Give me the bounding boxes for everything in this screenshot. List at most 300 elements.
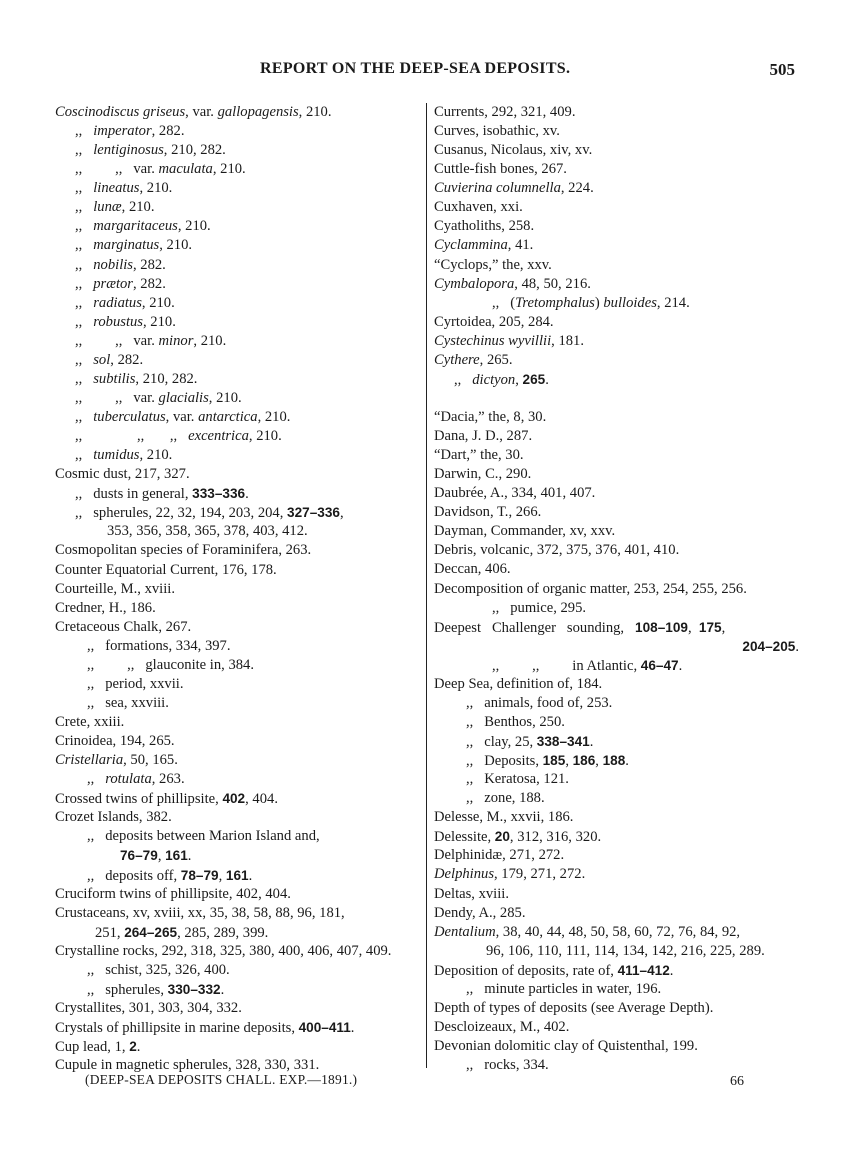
entry-text: . xyxy=(545,371,549,388)
entry-text: ,, xyxy=(75,447,94,464)
entry-text: , 404. xyxy=(245,791,278,808)
index-entry xyxy=(55,618,423,637)
index-entry xyxy=(434,541,799,560)
entry-text: , xyxy=(595,753,603,770)
entry-text: , 263. xyxy=(151,771,185,788)
index-entry xyxy=(434,694,799,713)
entry-text: ) xyxy=(594,294,604,311)
index-entry xyxy=(55,103,423,122)
entry-text: ,, animals, food of, 253. xyxy=(466,694,613,711)
entry-text: ,, Keratosa, 121. xyxy=(466,771,569,788)
italic-term: gallopagensis xyxy=(217,104,299,120)
signature-mark: 66 xyxy=(730,1074,744,1089)
entry-text: , 38, 40, 44, 48, 50, 58, 60, 72, 76, 84, 92, xyxy=(495,923,741,940)
index-entry xyxy=(434,560,799,579)
index-entry xyxy=(55,694,423,713)
entry-text: ,, ,, in Atlantic, xyxy=(492,657,641,674)
italic-term: rotulata xyxy=(105,771,152,788)
bold-page-ref: 188 xyxy=(602,753,626,769)
entry-text: , 48, 50, 216. xyxy=(514,275,591,292)
index-entry xyxy=(434,656,799,675)
page-number: 505 xyxy=(769,60,795,79)
entry-text: , 210. xyxy=(139,447,173,464)
index-entry xyxy=(55,713,423,732)
italic-term: Cyclammina xyxy=(434,237,508,254)
index-entry xyxy=(434,999,799,1018)
index-entry xyxy=(55,179,423,198)
entry-text: ,, ,, var. xyxy=(75,161,159,178)
italic-term: radiatus xyxy=(93,294,142,311)
entry-text: ,, xyxy=(75,275,94,292)
entry-text: , 181. xyxy=(551,332,584,349)
index-entry xyxy=(55,561,423,580)
index-entry xyxy=(434,484,799,503)
entry-text: ,, ,, ,, xyxy=(75,428,189,445)
bold-page-ref: 330–332 xyxy=(167,981,221,997)
entry-text: , var. xyxy=(185,104,218,120)
index-entry xyxy=(55,351,423,370)
index-entry xyxy=(55,370,423,389)
italic-term: lunæ xyxy=(93,199,122,216)
index-entry xyxy=(55,599,423,618)
entry-text: ,, xyxy=(75,313,94,330)
entry-text: Deccan, 406. xyxy=(434,561,511,578)
entry-text: “Dart,” the, 30. xyxy=(434,447,524,464)
entry-text: ,, xyxy=(75,199,94,216)
entry-text: Crete, xxiii. xyxy=(55,714,125,730)
entry-text: Debris, volcanic, 372, 375, 376, 401, 410. xyxy=(434,542,680,559)
italic-term: excentrica xyxy=(188,428,249,445)
bold-page-ref: 327–336 xyxy=(287,505,340,521)
entry-text: Counter Equatorial Current, 176, 178. xyxy=(55,561,277,578)
entry-text: ,, deposits between Marion Island and, xyxy=(87,828,320,845)
italic-term: Cuvierina columnella xyxy=(434,180,561,197)
entry-text: Crystallites, 301, 303, 304, 332. xyxy=(55,999,242,1016)
entry-text: Delphinidæ, 271, 272. xyxy=(434,847,565,864)
entry-text: Cupule in magnetic spherules, 328, 330, 331. xyxy=(55,1057,320,1074)
index-entry xyxy=(434,313,799,332)
entry-text: Dana, J. D., 287. xyxy=(434,428,533,444)
entry-text: ,, deposits off, xyxy=(87,867,181,884)
index-entry xyxy=(434,885,799,904)
entry-text: , 285, 289, 399. xyxy=(177,924,269,941)
italic-term: Coscinodiscus griseus xyxy=(55,104,186,120)
entry-text: Deepest Challenger sounding, xyxy=(434,619,636,636)
index-entry xyxy=(434,236,799,255)
entry-text: Crystals of phillipsite in marine deposits, xyxy=(55,1020,299,1036)
italic-term: Delphinus xyxy=(434,866,494,883)
entry-text: ,, ( xyxy=(492,294,516,311)
footer-note: (DEEP-SEA DEPOSITS CHALL. EXP.—1891.) xyxy=(85,1072,358,1087)
bold-page-ref: 20 xyxy=(494,829,510,845)
entry-text: . xyxy=(245,486,249,503)
index-entry xyxy=(55,942,423,961)
entry-text: ,, Deposits, xyxy=(466,753,543,770)
entry-text: , 210. xyxy=(212,161,246,178)
entry-text: , 210, 282. xyxy=(135,370,198,387)
entry-text: ,, clay, 25, xyxy=(466,734,537,750)
entry-text: ,, xyxy=(75,370,94,387)
entry-text: Deep Sea, definition of, 184. xyxy=(434,675,603,692)
index-entry xyxy=(55,541,423,560)
bold-page-ref: 411–412 xyxy=(617,962,670,978)
index-entry xyxy=(434,332,799,351)
index-entry xyxy=(434,294,799,313)
entry-text: ,, xyxy=(75,142,94,159)
index-entry xyxy=(434,1037,799,1056)
entry-text: Depth of types of deposits (see Average Depth). xyxy=(434,999,714,1016)
bold-page-ref: 185 xyxy=(542,753,566,769)
italic-term: sol xyxy=(93,351,111,368)
italic-term: minor xyxy=(158,332,194,349)
entry-text: . xyxy=(589,734,594,750)
entry-text: ,, rocks, 334. xyxy=(466,1057,549,1074)
entry-text: 251, xyxy=(95,924,125,941)
index-entry xyxy=(434,599,799,618)
index-column-right xyxy=(434,103,799,1075)
entry-text: , xyxy=(721,619,726,636)
italic-term: Cymbalopora xyxy=(434,275,515,292)
column-divider xyxy=(426,103,427,1068)
index-entry xyxy=(55,675,423,694)
entry-text: , 210. xyxy=(141,294,175,311)
entry-text: “Dacia,” the, 8, 30. xyxy=(434,408,547,425)
entry-text: . xyxy=(795,638,799,655)
index-entry xyxy=(434,275,799,294)
entry-text: . xyxy=(220,981,225,998)
index-entry xyxy=(434,427,799,446)
index-entry xyxy=(55,808,423,827)
entry-text: , 210. xyxy=(208,389,242,406)
italic-term: nobilis xyxy=(93,256,133,273)
bold-page-ref: 204–205 xyxy=(742,638,796,654)
index-entry xyxy=(55,313,423,332)
entry-text: Cup lead, 1, xyxy=(55,1039,130,1056)
entry-text: . xyxy=(248,867,253,884)
index-entry xyxy=(55,923,423,942)
index-entry xyxy=(55,980,423,999)
entry-text: , 210. xyxy=(177,218,211,235)
entry-text: , 179, 271, 272. xyxy=(494,866,586,883)
index-entry xyxy=(55,580,423,599)
italic-term: marginatus xyxy=(93,237,160,254)
entry-text: ,, xyxy=(75,237,94,254)
bold-page-ref: 161 xyxy=(165,848,188,864)
index-entry xyxy=(434,808,799,827)
entry-text: , 210. xyxy=(248,428,282,445)
index-entry xyxy=(434,637,799,656)
index-entry xyxy=(55,751,423,770)
entry-text: Dendy, A., 285. xyxy=(434,904,526,921)
index-entry xyxy=(55,999,423,1018)
entry-text: , 41. xyxy=(507,237,534,254)
index-entry xyxy=(55,408,423,427)
entry-text: , 265. xyxy=(479,351,513,368)
italic-term: tumidus xyxy=(93,447,140,464)
italic-term: subtilis xyxy=(93,370,136,387)
index-entry xyxy=(434,160,799,179)
index-entry xyxy=(55,256,423,275)
entry-text: Cuxhaven, xxi. xyxy=(434,199,523,216)
entry-text: Cuttle-fish bones, 267. xyxy=(434,161,567,178)
entry-text: , 282. xyxy=(132,256,166,273)
italic-term: tuberculatus xyxy=(93,409,166,425)
entry-text: , 282. xyxy=(151,123,185,140)
index-entry xyxy=(55,275,423,294)
entry-text: Cyatholiths, 258. xyxy=(434,218,535,235)
index-entry xyxy=(55,732,423,751)
entry-text: Deposition of deposits, rate of, xyxy=(434,962,618,979)
index-column-left xyxy=(55,103,423,1075)
index-entry xyxy=(434,522,799,541)
entry-text: Currents, 292, 321, 409. xyxy=(434,104,576,120)
italic-term: Tretomphalus xyxy=(515,294,595,311)
page-title: REPORT ON THE DEEP-SEA DEPOSITS. xyxy=(260,60,571,77)
index-entry xyxy=(434,751,799,770)
italic-term: prætor xyxy=(93,275,133,292)
entry-text: ,, pumice, 295. xyxy=(492,599,587,616)
index-entry xyxy=(55,770,423,789)
index-entry xyxy=(55,294,423,313)
entry-text: , 210. xyxy=(298,104,332,120)
index-entry xyxy=(55,427,423,446)
index-entry xyxy=(434,980,799,999)
index-entry xyxy=(434,961,799,980)
entry-text: , xyxy=(218,867,226,884)
entry-text: ,, spherules, 22, 32, 194, 203, 204, xyxy=(75,505,288,522)
index-entry xyxy=(434,580,799,599)
index-entry xyxy=(434,904,799,923)
entry-text: , xyxy=(339,505,344,522)
entry-text: , 312, 316, 320. xyxy=(509,829,602,846)
entry-text: . xyxy=(187,848,192,865)
entry-text: “Cyclops,” the, xxv. xyxy=(434,256,552,273)
index-entry xyxy=(55,236,423,255)
entry-text: Descloizeaux, M., 402. xyxy=(434,1018,570,1035)
entry-text: Curves, isobathic, xv. xyxy=(434,123,560,140)
index-entry xyxy=(434,789,799,808)
entry-text: ,, Benthos, 250. xyxy=(466,713,565,730)
entry-text: ,, zone, 188. xyxy=(466,790,545,807)
section-gap xyxy=(434,389,799,408)
entry-text: ,, xyxy=(75,294,94,311)
entry-text: Daubrée, A., 334, 401, 407. xyxy=(434,485,596,502)
entry-text: 96, 106, 110, 111, 114, 134, 142, 216, 225, 289. xyxy=(486,942,765,959)
entry-text: Crustaceans, xv, xviii, xx, 35, 38, 58, 88, 96, 181, xyxy=(55,904,345,921)
index-entry xyxy=(434,256,799,275)
index-entry xyxy=(434,846,799,865)
italic-term: lineatus xyxy=(93,180,140,197)
bold-page-ref: 338–341 xyxy=(536,734,590,749)
index-entry xyxy=(434,942,799,961)
index-entry xyxy=(55,141,423,160)
index-entry xyxy=(434,141,799,160)
italic-term: Cystechinus wyvillii xyxy=(434,332,552,349)
index-entry xyxy=(434,732,799,751)
index-entry xyxy=(55,827,423,846)
index-entry xyxy=(55,522,423,541)
entry-text: Deltas, xviii. xyxy=(434,885,509,902)
entry-text: ,, xyxy=(75,218,94,235)
index-entry xyxy=(55,1037,423,1056)
entry-text: Crystalline rocks, 292, 318, 325, 380, 400, 406, 407, 409. xyxy=(55,942,392,959)
italic-term: margaritaceus xyxy=(93,218,178,235)
entry-text: Crossed twins of phillipsite, xyxy=(55,791,223,808)
bold-page-ref: 76–79 xyxy=(120,848,158,864)
index-entry xyxy=(55,656,423,675)
italic-term: robustus xyxy=(93,313,143,330)
index-entry xyxy=(434,675,799,694)
entry-text: 353, 356, 358, 365, 378, 403, 412. xyxy=(107,523,308,540)
italic-term: imperator xyxy=(93,123,152,140)
entry-text: , xyxy=(157,848,166,865)
index-entry xyxy=(55,904,423,923)
entry-text: Davidson, T., 266. xyxy=(434,504,542,521)
index-entry xyxy=(55,465,423,484)
entry-text: Credner, H., 186. xyxy=(55,599,156,616)
entry-text: Dayman, Commander, xv, xxv. xyxy=(434,523,616,540)
bold-page-ref: 175 xyxy=(698,619,722,635)
entry-text: Crozet Islands, 382. xyxy=(55,809,172,826)
entry-text: , xyxy=(687,619,699,636)
index-entry xyxy=(55,389,423,408)
entry-text: , 50, 165. xyxy=(123,752,178,769)
bold-page-ref: 2 xyxy=(129,1039,137,1055)
index-entry xyxy=(55,961,423,980)
index-entry xyxy=(55,846,423,865)
index-entry xyxy=(55,217,423,236)
bold-page-ref: 46–47 xyxy=(640,657,679,673)
entry-text: ,, minute particles in water, 196. xyxy=(466,980,662,997)
index-entry xyxy=(434,217,799,236)
italic-term: bulloides xyxy=(603,294,657,311)
bold-page-ref: 186 xyxy=(572,753,596,769)
index-entry xyxy=(55,885,423,904)
entry-text: ,, xyxy=(454,371,473,388)
entry-text: ,, xyxy=(87,771,106,788)
bold-page-ref: 402 xyxy=(222,791,246,807)
bold-page-ref: 264–265 xyxy=(124,924,178,940)
index-entry xyxy=(434,503,799,522)
italic-term: dictyon xyxy=(472,371,516,388)
entry-text: ,, xyxy=(75,256,94,273)
entry-text: Crinoidea, 194, 265. xyxy=(55,733,175,750)
entry-text: Cosmopolitan species of Foraminifera, 263. xyxy=(55,542,312,559)
index-entry xyxy=(55,503,423,522)
entry-text: ,, xyxy=(75,180,94,197)
italic-term: maculata xyxy=(158,161,213,178)
index-entry xyxy=(434,408,799,427)
entry-text: Cretaceous Chalk, 267. xyxy=(55,618,192,635)
index-entry xyxy=(55,160,423,179)
entry-text: ,, spherules, xyxy=(87,981,168,998)
entry-text: , 210. xyxy=(121,199,155,216)
index-entry xyxy=(55,332,423,351)
index-entry xyxy=(434,370,799,389)
entry-text: , 210. xyxy=(139,180,173,197)
entry-text: , 210, 282. xyxy=(163,142,226,159)
entry-text: ,, ,, var. xyxy=(75,389,159,406)
entry-text: Delesse, M., xxvii, 186. xyxy=(434,809,574,826)
index-entry xyxy=(434,713,799,732)
italic-term: Cristellaria xyxy=(55,752,124,769)
page-header xyxy=(55,60,795,84)
entry-text: Cusanus, Nicolaus, xiv, xv. xyxy=(434,142,593,159)
entry-text: . xyxy=(678,657,683,674)
index-entry xyxy=(434,351,799,370)
entry-text: ,, ,, glauconite in, 384. xyxy=(87,656,254,673)
italic-term: lentiginosus xyxy=(93,142,164,159)
entry-text: Cosmic dust, 217, 327. xyxy=(55,466,190,483)
bold-page-ref: 265 xyxy=(522,371,546,387)
italic-term: glacialis xyxy=(158,389,209,406)
entry-text: , xyxy=(515,371,523,388)
bold-page-ref: 333–336 xyxy=(192,486,246,502)
index-entry xyxy=(434,465,799,484)
index-entry xyxy=(434,179,799,198)
entry-text: ,, xyxy=(75,409,94,425)
entry-text: , 210. xyxy=(159,237,193,254)
entry-text: , 282. xyxy=(133,275,166,292)
index-entry xyxy=(434,103,799,122)
entry-text: ,, xyxy=(75,123,94,140)
entry-text: ,, ,, var. xyxy=(75,332,159,349)
entry-text: . xyxy=(669,962,674,979)
index-entry xyxy=(55,789,423,808)
entry-text: . xyxy=(136,1039,141,1056)
entry-text: ,, sea, xxviii. xyxy=(87,694,169,711)
index-entry xyxy=(55,484,423,503)
entry-text: , 224. xyxy=(560,180,594,197)
index-entry xyxy=(55,198,423,217)
entry-text: Delessite, xyxy=(434,829,495,846)
index-entry xyxy=(55,122,423,141)
index-entry xyxy=(434,865,799,884)
index-entry xyxy=(434,1018,799,1037)
entry-text: , 282. xyxy=(110,351,144,368)
index-entry xyxy=(55,446,423,465)
entry-text: ,, schist, 325, 326, 400. xyxy=(87,961,230,978)
index-entry xyxy=(434,1056,799,1075)
bold-page-ref: 161 xyxy=(225,867,249,883)
entry-text: Cruciform twins of phillipsite, 402, 404. xyxy=(55,885,291,902)
entry-text: ,, period, xxvii. xyxy=(87,675,184,692)
entry-text: Devonian dolomitic clay of Quistenthal, 199. xyxy=(434,1038,698,1054)
index-entry xyxy=(434,827,799,846)
italic-term: Cythere xyxy=(434,351,480,368)
index-entry xyxy=(434,923,799,942)
index-entry xyxy=(55,637,423,656)
entry-text: . xyxy=(350,1020,355,1036)
entry-text: , var. xyxy=(165,409,199,425)
index-entry xyxy=(434,770,799,789)
bold-page-ref: 400–411 xyxy=(298,1020,351,1035)
entry-text: , 214. xyxy=(656,294,690,311)
index-entry xyxy=(434,122,799,141)
entry-text: , 210. xyxy=(257,409,291,425)
entry-text: , 210. xyxy=(143,313,176,330)
entry-text: ,, formations, 334, 397. xyxy=(87,637,231,654)
index-entry xyxy=(434,618,799,637)
entry-text: , xyxy=(565,753,573,770)
index-entry xyxy=(434,198,799,217)
entry-text: Decomposition of organic matter, 253, 254, 255, 256. xyxy=(434,580,747,597)
index-entry xyxy=(55,1018,423,1037)
entry-text: . xyxy=(625,753,629,770)
italic-term: Dentalium xyxy=(434,923,496,940)
index-entry xyxy=(55,866,423,885)
entry-text: ,, dusts in general, xyxy=(75,486,193,503)
